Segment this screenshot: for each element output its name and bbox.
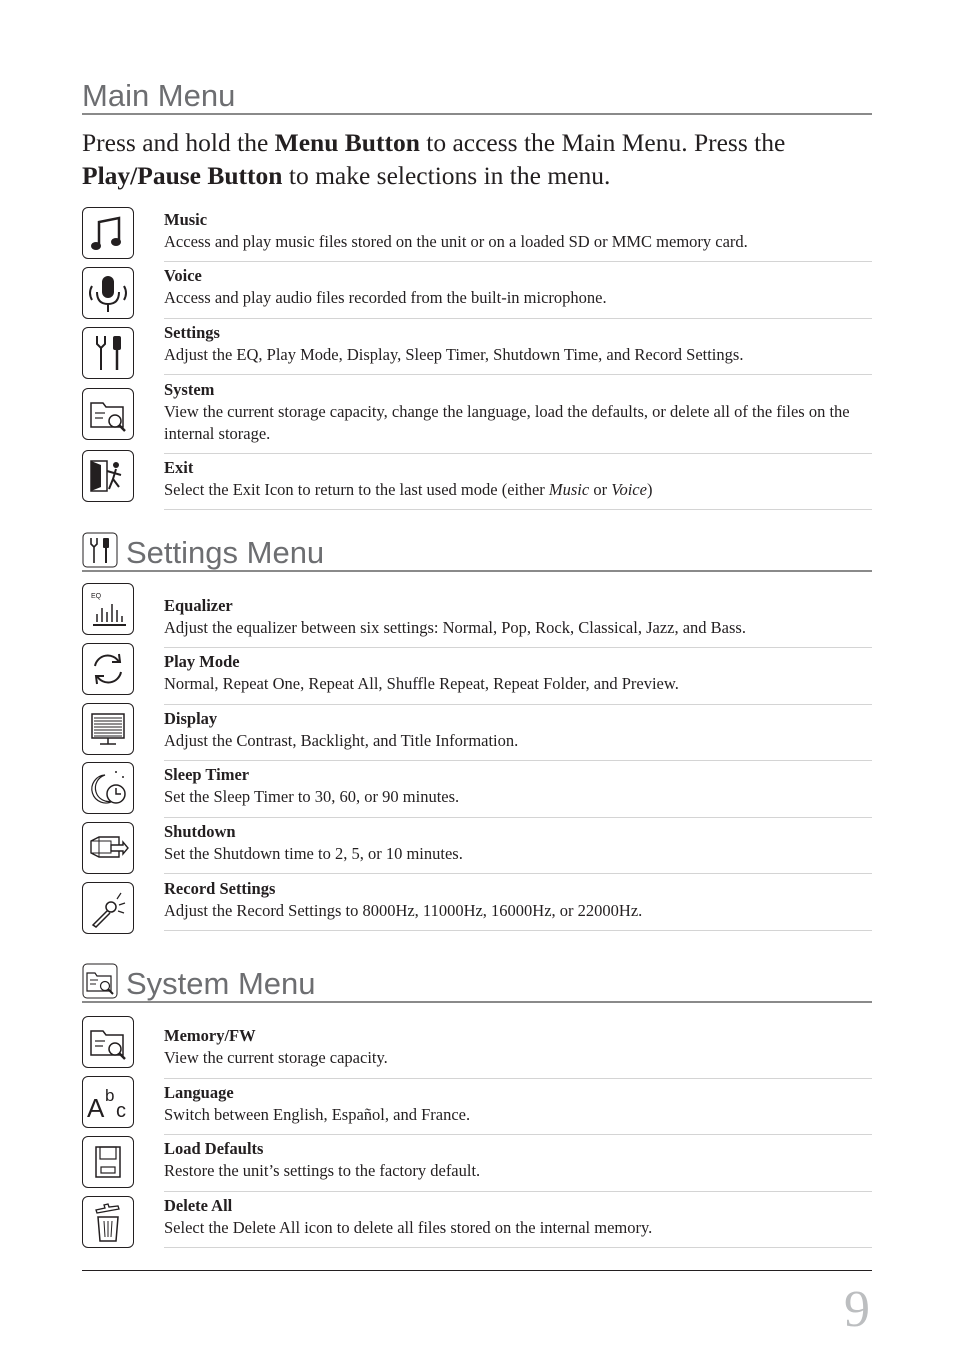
item-desc: Set the Shutdown time to 2, 5, or 10 minutes. [164,844,463,863]
trash-icon [82,1196,134,1248]
item-desc [164,479,872,501]
item-desc: Switch between English, Español, and France. [164,1105,471,1124]
intro-text-1: Press and hold the [82,128,275,157]
list-item [164,708,872,761]
folder-search-icon [82,1016,134,1068]
main-menu-intro [82,126,882,192]
item-desc: Normal, Repeat One, Repeat All, Shuffle Repeat, Repeat Folder, and Preview. [164,674,679,693]
list-item [164,1138,872,1192]
item-desc: Adjust the Record Settings to 8000Hz, 11000Hz, 16000Hz, or 22000Hz. [164,901,643,920]
item-desc: Adjust the Contrast, Backlight, and Title Information. [164,731,519,750]
main-menu-header [82,76,872,115]
music-note-icon [82,207,134,259]
item-name: Equalizer [164,596,233,615]
item-desc: Adjust the EQ, Play Mode, Display, Sleep Timer, Shutdown Time, and Record Settings. [164,345,744,364]
list-item [164,379,872,454]
list-item [164,878,872,931]
record-microphone-icon [82,882,134,934]
display-icon [82,703,134,755]
intro-menu-button-label: Menu Button [274,128,420,157]
tools-icon [82,327,134,379]
item-name: Record Settings [164,879,276,898]
list-item [164,322,872,375]
settings-tools-icon [82,532,118,568]
shutdown-icon [82,822,134,874]
list-item [164,821,872,874]
settings-menu-header [82,528,872,572]
item-desc: Access and play audio files recorded from the built-in microphone. [164,288,607,307]
item-name: Sleep Timer [164,765,250,784]
item-name: Settings [164,323,220,342]
item-name: Music [164,210,208,229]
item-name: Memory/FW [164,1026,256,1045]
item-desc: Access and play music files stored on the unit or on a loaded SD or MMC memory card. [164,232,748,251]
item-name: Play Mode [164,652,240,671]
list-item [164,1195,872,1248]
main-menu-title: Main Menu [82,78,236,113]
item-desc: View the current storage capacity, change the language, load the defaults, or delete all of the files on the internal storage. [164,402,850,443]
list-item [164,651,872,705]
exit-desc-text: Select the Exit Icon to return to the last used mode (either [164,480,549,499]
list-item [164,595,872,648]
item-name: Language [164,1083,234,1102]
system-folder-search-icon [82,963,118,999]
list-item [164,209,872,262]
item-name: Load Defaults [164,1139,264,1158]
list-item [164,1025,872,1079]
list-item [164,1082,872,1135]
svg-text:A: A [87,1093,105,1123]
folder-search-icon [82,388,134,440]
list-item [164,764,872,818]
svg-text:c: c [116,1100,126,1122]
item-desc: Select the Delete All icon to delete all files stored on the internal memory. [164,1218,653,1237]
exit-desc-or: or [589,480,612,499]
language-abc-icon [82,1076,134,1128]
exit-desc-close: ) [646,480,653,499]
item-desc: Restore the unit’s settings to the factory default. [164,1161,481,1180]
intro-text-3: to make selections in the menu. [282,161,611,190]
repeat-icon [82,643,134,695]
system-menu-title: System Menu [126,966,316,1001]
item-name: Exit [164,458,194,477]
exit-door-icon [82,450,134,502]
system-menu-header [82,958,872,1003]
svg-text:b: b [105,1086,115,1105]
equalizer-icon [82,583,134,635]
intro-text-2: to access the Main Menu. Press the [419,128,786,157]
settings-menu-title: Settings Menu [126,535,325,570]
footer-rule [82,1270,872,1271]
item-name: Voice [164,266,202,285]
intro-play-pause-label: Play/Pause Button [82,161,283,190]
item-name: System [164,380,215,399]
sleep-timer-icon [82,762,134,814]
item-desc: Adjust the equalizer between six settings: Normal, Pop, Rock, Classical, Jazz, and Bass. [164,618,746,637]
item-name: Shutdown [164,822,236,841]
page-number: 9 [844,1281,870,1338]
list-item [164,457,872,510]
microphone-icon [82,267,134,319]
exit-desc-voice: Voice [611,480,647,499]
eq-icon-label: EQ [91,593,102,600]
item-name: Display [164,709,218,728]
item-desc: View the current storage capacity. [164,1048,388,1067]
item-desc: Set the Sleep Timer to 30, 60, or 90 minutes. [164,787,460,806]
list-item [164,265,872,319]
floppy-disk-icon [82,1136,134,1188]
item-name: Delete All [164,1196,233,1215]
exit-desc-music: Music [548,480,590,499]
